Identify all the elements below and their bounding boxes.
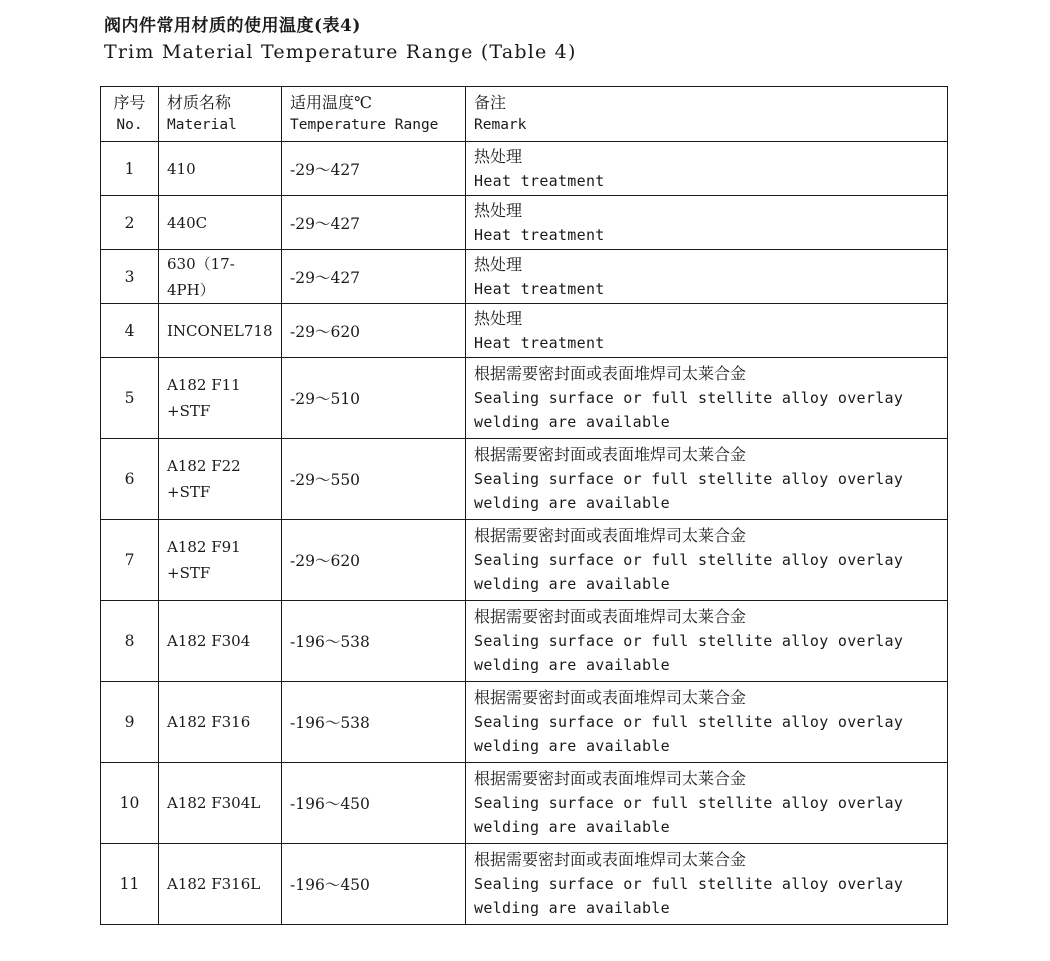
row-number-cell: 10	[101, 763, 159, 844]
remark-en: Sealing surface or full stellite alloy overlay	[474, 389, 904, 407]
row-number-cell: 1	[101, 142, 159, 196]
material-cell: INCONEL718	[159, 304, 282, 358]
header-material-cn: 材质名称	[167, 93, 232, 112]
row-number-cell: 5	[101, 358, 159, 439]
material-cell: 630（17-4PH）	[159, 250, 282, 304]
table-row	[101, 196, 948, 250]
table-row	[101, 763, 948, 844]
remark-en-line2: welding are available	[474, 737, 670, 755]
remark-cell	[466, 439, 948, 520]
material-cell: A182 F91 +STF	[159, 520, 282, 601]
remark-cell	[466, 304, 948, 358]
header-temperature	[282, 87, 466, 142]
table-row	[101, 601, 948, 682]
remark-cn: 根据需要密封面或表面堆焊司太莱合金	[474, 850, 747, 869]
row-number-cell: 6	[101, 439, 159, 520]
temperature-cell: -196～450	[282, 844, 466, 925]
remark-en-line2: welding are available	[474, 899, 670, 917]
table-row	[101, 250, 948, 304]
remark-cn: 根据需要密封面或表面堆焊司太莱合金	[474, 607, 747, 626]
table-body	[101, 142, 948, 925]
remark-cn: 根据需要密封面或表面堆焊司太莱合金	[474, 769, 747, 788]
table-row	[101, 358, 948, 439]
remark-cn: 根据需要密封面或表面堆焊司太莱合金	[474, 445, 747, 464]
page-title-chinese: 阀内件常用材质的使用温度(表4)	[104, 16, 361, 36]
table-row	[101, 682, 948, 763]
temperature-cell: -29～427	[282, 250, 466, 304]
remark-cell	[466, 763, 948, 844]
remark-en: Sealing surface or full stellite alloy overlay	[474, 713, 904, 731]
temperature-cell: -196～538	[282, 601, 466, 682]
row-number-cell: 7	[101, 520, 159, 601]
row-number-cell: 8	[101, 601, 159, 682]
temperature-cell: -29～427	[282, 196, 466, 250]
remark-en: Sealing surface or full stellite alloy overlay	[474, 632, 904, 650]
material-cell: A182 F304L	[159, 763, 282, 844]
temperature-cell: -29～427	[282, 142, 466, 196]
remark-en: Heat treatment	[474, 333, 605, 352]
table-header-row	[101, 87, 948, 142]
remark-cell	[466, 844, 948, 925]
remark-cell	[466, 358, 948, 439]
material-cell: A182 F304	[159, 601, 282, 682]
material-cell: A182 F316L	[159, 844, 282, 925]
remark-cn: 热处理	[474, 200, 523, 220]
header-no-cn: 序号	[113, 93, 146, 112]
remark-cell	[466, 520, 948, 601]
remark-cell	[466, 196, 948, 250]
header-no-en: No.	[116, 117, 143, 133]
remark-cell	[466, 142, 948, 196]
material-cell: A182 F22 +STF	[159, 439, 282, 520]
temperature-cell: -196～450	[282, 763, 466, 844]
material-cell: 410	[159, 142, 282, 196]
remark-cn: 热处理	[474, 308, 523, 328]
material-cell: A182 F316	[159, 682, 282, 763]
table-row	[101, 844, 948, 925]
header-remark-en: Remark	[474, 117, 527, 133]
remark-en-line2: welding are available	[474, 413, 670, 431]
temperature-cell: -29～620	[282, 304, 466, 358]
header-temperature-en: Temperature Range	[290, 117, 439, 133]
remark-en-line2: welding are available	[474, 656, 670, 674]
remark-en: Sealing surface or full stellite alloy overlay	[474, 875, 904, 893]
header-remark	[466, 87, 948, 142]
material-cell: A182 F11 +STF	[159, 358, 282, 439]
remark-en-line2: welding are available	[474, 575, 670, 593]
row-number-cell: 9	[101, 682, 159, 763]
trim-material-table	[100, 86, 948, 925]
remark-cn: 根据需要密封面或表面堆焊司太莱合金	[474, 526, 747, 545]
remark-cn: 热处理	[474, 146, 523, 166]
table-row	[101, 439, 948, 520]
header-material-en: Material	[167, 117, 237, 133]
temperature-cell: -29～620	[282, 520, 466, 601]
row-number-cell: 11	[101, 844, 159, 925]
temperature-cell: -29～550	[282, 439, 466, 520]
table-row	[101, 304, 948, 358]
remark-cell	[466, 682, 948, 763]
remark-cell	[466, 601, 948, 682]
remark-cn: 根据需要密封面或表面堆焊司太莱合金	[474, 364, 747, 383]
remark-en: Sealing surface or full stellite alloy overlay	[474, 470, 904, 488]
material-cell: 440C	[159, 196, 282, 250]
remark-en: Heat treatment	[474, 171, 605, 190]
remark-cn: 热处理	[474, 254, 523, 274]
remark-en: Sealing surface or full stellite alloy overlay	[474, 794, 904, 812]
remark-en: Heat treatment	[474, 225, 605, 244]
remark-en-line2: welding are available	[474, 494, 670, 512]
row-number-cell: 2	[101, 196, 159, 250]
row-number-cell: 4	[101, 304, 159, 358]
remark-en-line2: welding are available	[474, 818, 670, 836]
header-remark-cn: 备注	[474, 93, 507, 112]
table-row	[101, 520, 948, 601]
page-title-english: Trim Material Temperature Range (Table 4)	[104, 41, 577, 63]
header-no	[101, 87, 159, 142]
row-number-cell: 3	[101, 250, 159, 304]
header-temperature-cn: 适用温度℃	[290, 93, 372, 112]
table-row	[101, 142, 948, 196]
remark-en: Sealing surface or full stellite alloy overlay	[474, 551, 904, 569]
page-title-block	[104, 14, 577, 66]
temperature-cell: -29～510	[282, 358, 466, 439]
header-material	[159, 87, 282, 142]
remark-cell	[466, 250, 948, 304]
temperature-cell: -196～538	[282, 682, 466, 763]
remark-en: Heat treatment	[474, 279, 605, 298]
remark-cn: 根据需要密封面或表面堆焊司太莱合金	[474, 688, 747, 707]
